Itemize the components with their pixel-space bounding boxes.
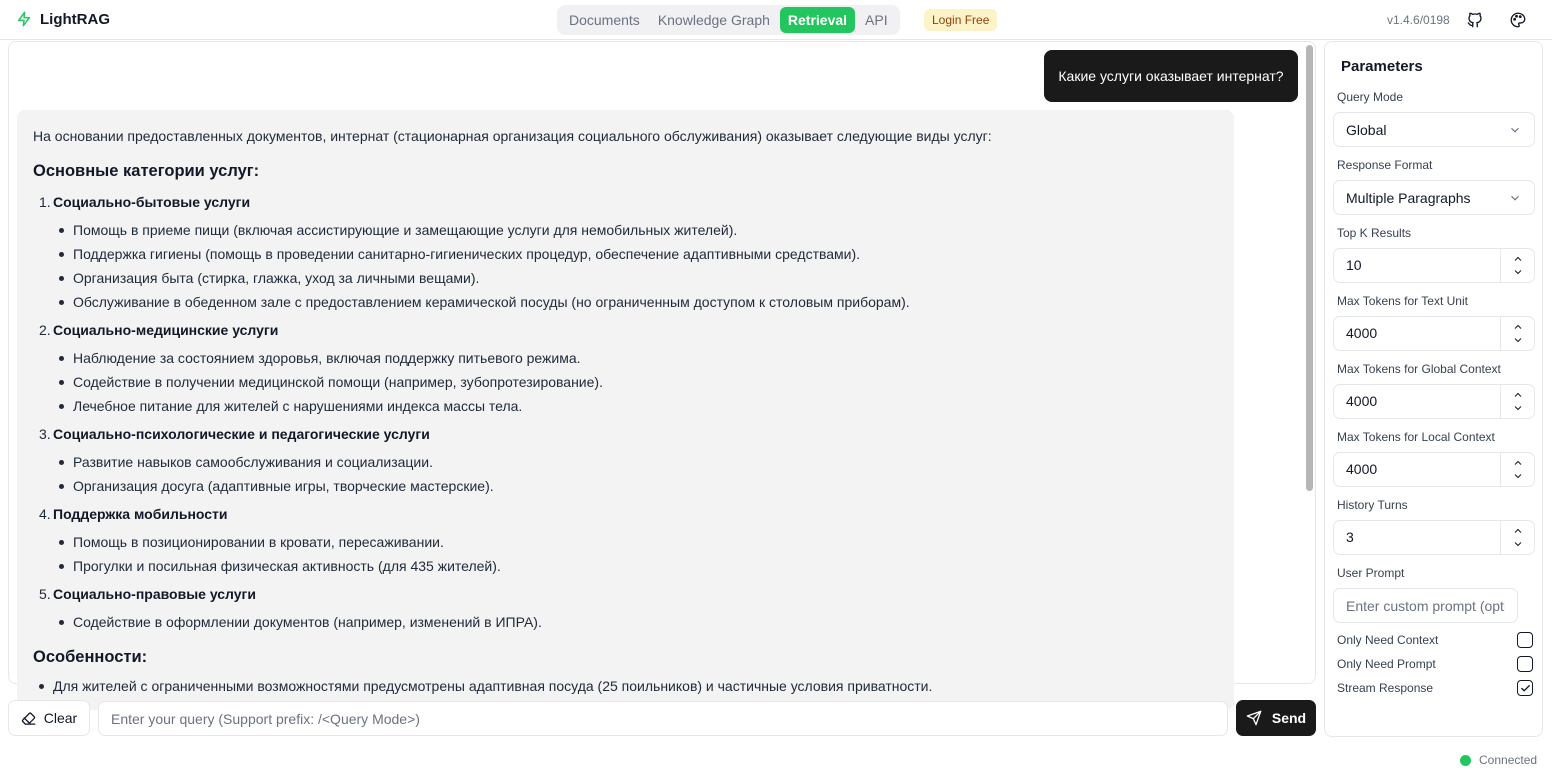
status-dot-icon (1460, 755, 1471, 766)
category-5-list (73, 612, 1218, 632)
response-heading: Основные категории услуг: (33, 162, 260, 180)
max-tokens-global-input[interactable] (1333, 384, 1535, 419)
assistant-message (17, 110, 1234, 710)
list-item: Помощь в позиционировании в кровати, пересаживании. (73, 532, 1218, 552)
number-stepper[interactable] (1501, 453, 1534, 486)
list-item: Обслуживание в обеденном зале с предоставлением керамической посуды (но ограниченным доступом к столовым приборам). (73, 292, 1218, 312)
app-header (0, 0, 1552, 40)
only-need-prompt-label: Only Need Prompt (1337, 657, 1436, 671)
category-title: Социально-медицинские услуги (53, 322, 279, 338)
list-item: Помощь в приеме пищи (включая ассистирующие и замещающие услуги для немобильных жителей). (73, 220, 1218, 240)
chevron-down-icon (1508, 123, 1522, 137)
send-button-label: Send (1271, 710, 1307, 726)
history-turns-value[interactable]: 3 (1334, 521, 1501, 554)
github-icon[interactable] (1466, 11, 1484, 29)
only-need-context-row[interactable] (1337, 632, 1533, 648)
query-input[interactable] (98, 701, 1228, 736)
query-mode-value: Global (1346, 121, 1387, 138)
send-button[interactable] (1236, 700, 1316, 736)
history-turns-label: History Turns (1337, 498, 1408, 512)
chevron-down-icon[interactable] (1512, 538, 1524, 550)
stream-response-checkbox[interactable] (1517, 680, 1533, 696)
eraser-icon (21, 711, 36, 726)
user-prompt-label: User Prompt (1337, 566, 1405, 580)
number-stepper[interactable] (1501, 521, 1534, 554)
stream-response-label: Stream Response (1337, 681, 1434, 695)
query-mode-select[interactable] (1333, 112, 1535, 147)
category-number: 2. (39, 322, 51, 338)
response-format-value: Multiple Paragraphs (1346, 189, 1471, 206)
list-item: Прогулки и посильная физическая активность (для 435 жителей). (73, 556, 1218, 576)
history-turns-input[interactable] (1333, 520, 1535, 555)
category-title: Поддержка мобильности (53, 506, 228, 522)
chevron-up-icon[interactable] (1512, 321, 1524, 333)
max-tokens-global-value[interactable]: 4000 (1334, 385, 1501, 418)
category-1 (39, 192, 1218, 212)
list-item: Содействие в получении медицинской помощи (например, зубопротезирование). (73, 372, 1218, 392)
category-4 (39, 504, 1218, 524)
max-tokens-local-input[interactable] (1333, 452, 1535, 487)
response-format-select[interactable] (1333, 180, 1535, 215)
app-name: LightRAG (40, 10, 110, 28)
top-k-input[interactable] (1333, 248, 1535, 283)
status-label: Connected (1479, 753, 1538, 767)
version-label: v1.4.6/0198 (1387, 13, 1450, 27)
list-item: Развитие навыков самообслуживания и социализации. (73, 452, 1218, 472)
chevron-up-icon[interactable] (1512, 525, 1524, 537)
chevron-down-icon[interactable] (1512, 334, 1524, 346)
connection-status (1460, 753, 1537, 767)
user-prompt-input[interactable] (1333, 588, 1518, 623)
list-item: Поддержка гигиены (помощь в проведении санитарно-гигиенических процедур, обеспечение адаптивными средствами). (73, 244, 1218, 264)
category-2 (39, 320, 1218, 340)
tab-api[interactable]: API (865, 12, 888, 28)
number-stepper[interactable] (1501, 317, 1534, 350)
top-k-value[interactable]: 10 (1334, 249, 1501, 282)
query-mode-label: Query Mode (1337, 90, 1404, 104)
number-stepper[interactable] (1501, 385, 1534, 418)
category-3 (39, 424, 1218, 444)
palette-icon[interactable] (1509, 11, 1527, 29)
max-tokens-text-value[interactable]: 4000 (1334, 317, 1501, 350)
chevron-down-icon[interactable] (1512, 266, 1524, 278)
app-logo[interactable] (16, 10, 110, 28)
clear-button[interactable] (8, 700, 90, 736)
list-item: Организация быта (стирка, глажка, уход за личными вещами). (73, 268, 1218, 288)
clear-button-label: Clear (43, 710, 78, 726)
category-number: 1. (39, 194, 51, 210)
only-need-prompt-checkbox[interactable] (1517, 656, 1533, 672)
list-item: Наблюдение за состоянием здоровья, включая поддержку питьевого режима. (73, 348, 1218, 368)
list-item: Содействие в оформлении документов (например, изменений в ИПРА). (73, 612, 1218, 632)
tab-knowledge-graph[interactable]: Knowledge Graph (657, 12, 770, 28)
chat-scrollbar[interactable] (1306, 45, 1313, 491)
max-tokens-local-label: Max Tokens for Local Context (1337, 430, 1495, 444)
category-3-list (73, 452, 1218, 496)
category-1-list (73, 220, 1218, 312)
category-number: 4. (39, 506, 51, 522)
category-5 (39, 584, 1218, 604)
category-number: 3. (39, 426, 51, 442)
response-format-label: Response Format (1337, 158, 1433, 172)
max-tokens-text-input[interactable] (1333, 316, 1535, 351)
features-item: Для жителей с ограниченными возможностями предусмотрены адаптивная посуда (25 поильников) и частичные условия приватности. (53, 676, 1218, 696)
max-tokens-global-label: Max Tokens for Global Context (1337, 362, 1501, 376)
stream-response-row[interactable] (1337, 680, 1533, 696)
check-icon (1520, 683, 1531, 694)
category-4-list (73, 532, 1218, 576)
main-nav (557, 5, 900, 35)
response-intro: На основании предоставленных документов, интернат (стационарная организация социального обслуживания) оказывает следующие виды услуг: (33, 128, 992, 144)
only-need-context-label: Only Need Context (1337, 633, 1439, 647)
send-icon (1246, 710, 1262, 726)
category-title: Социально-психологические и педагогические услуги (53, 426, 430, 442)
only-need-context-checkbox[interactable] (1517, 632, 1533, 648)
chevron-up-icon[interactable] (1512, 457, 1524, 469)
chevron-up-icon[interactable] (1512, 389, 1524, 401)
tab-documents[interactable]: Documents (569, 12, 640, 28)
list-item: Организация досуга (адаптивные игры, творческие мастерские). (73, 476, 1218, 496)
category-2-list (73, 348, 1218, 416)
features-heading: Особенности: (33, 648, 148, 666)
login-free-badge[interactable]: Login Free (924, 9, 997, 31)
category-number: 5. (39, 586, 51, 602)
tab-retrieval[interactable]: Retrieval (780, 7, 855, 33)
parameters-title: Parameters (1341, 58, 1423, 75)
list-item: Лечебное питание для жителей с нарушениями индекса массы тела. (73, 396, 1218, 416)
category-title: Социально-правовые услуги (53, 586, 256, 602)
max-tokens-local-value[interactable]: 4000 (1334, 453, 1501, 486)
chevron-down-icon (1508, 191, 1522, 205)
user-message: Какие услуги оказывает интернат? (1044, 50, 1298, 102)
chat-panel (8, 41, 1316, 694)
only-need-prompt-row[interactable] (1337, 656, 1533, 672)
top-k-label: Top K Results (1337, 226, 1412, 240)
chevron-down-icon[interactable] (1512, 470, 1524, 482)
number-stepper[interactable] (1501, 249, 1534, 282)
chevron-up-icon[interactable] (1512, 253, 1524, 265)
category-title: Социально-бытовые услуги (53, 194, 251, 210)
zap-icon (16, 10, 32, 28)
parameters-panel (1324, 41, 1543, 737)
chevron-down-icon[interactable] (1512, 402, 1524, 414)
max-tokens-text-label: Max Tokens for Text Unit (1337, 294, 1468, 308)
